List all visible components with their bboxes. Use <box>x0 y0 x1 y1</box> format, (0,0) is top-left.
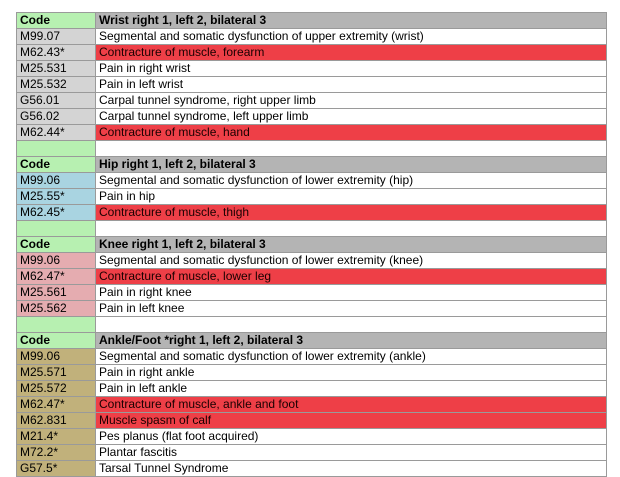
code-cell[interactable]: G56.02 <box>17 109 96 125</box>
code-cell[interactable]: M72.2* <box>17 445 96 461</box>
section-title[interactable]: Knee right 1, left 2, bilateral 3 <box>96 237 607 253</box>
code-cell[interactable]: M25.561 <box>17 285 96 301</box>
description-cell[interactable]: Carpal tunnel syndrome, right upper limb <box>96 93 607 109</box>
spacer-code-cell[interactable] <box>17 141 96 157</box>
wrist-header-row <box>17 13 607 29</box>
description-cell[interactable]: Segmental and somatic dysfunction of lower extremity (hip) <box>96 173 607 189</box>
description-cell[interactable]: Pain in left ankle <box>96 381 607 397</box>
table-row <box>17 125 607 141</box>
code-cell[interactable]: M99.06 <box>17 253 96 269</box>
table-row <box>17 429 607 445</box>
table-row <box>17 413 607 429</box>
table-row <box>17 445 607 461</box>
table-row <box>17 61 607 77</box>
description-cell[interactable]: Segmental and somatic dysfunction of lower extremity (knee) <box>96 253 607 269</box>
description-cell[interactable]: Tarsal Tunnel Syndrome <box>96 461 607 477</box>
code-column-header[interactable]: Code <box>17 333 96 349</box>
spacer-row <box>17 141 607 157</box>
code-cell[interactable]: M25.571 <box>17 365 96 381</box>
spacer-desc-cell[interactable] <box>96 221 607 237</box>
table-row <box>17 109 607 125</box>
table-row <box>17 365 607 381</box>
description-cell[interactable]: Segmental and somatic dysfunction of upper extremity (wrist) <box>96 29 607 45</box>
spacer-row <box>17 317 607 333</box>
section-title[interactable]: Ankle/Foot *right 1, left 2, bilateral 3 <box>96 333 607 349</box>
description-cell[interactable]: Pain in left knee <box>96 301 607 317</box>
description-cell[interactable]: Contracture of muscle, ankle and foot <box>96 397 607 413</box>
section-title[interactable]: Hip right 1, left 2, bilateral 3 <box>96 157 607 173</box>
description-cell[interactable]: Pain in hip <box>96 189 607 205</box>
table-row <box>17 45 607 61</box>
code-cell[interactable]: G57.5* <box>17 461 96 477</box>
table-row <box>17 285 607 301</box>
description-cell[interactable]: Contracture of muscle, forearm <box>96 45 607 61</box>
table-row <box>17 173 607 189</box>
description-cell[interactable]: Contracture of muscle, thigh <box>96 205 607 221</box>
description-cell[interactable]: Contracture of muscle, hand <box>96 125 607 141</box>
code-cell[interactable]: M25.562 <box>17 301 96 317</box>
spacer-code-cell[interactable] <box>17 221 96 237</box>
code-cell[interactable]: M25.55* <box>17 189 96 205</box>
table-row <box>17 461 607 477</box>
code-column-header[interactable]: Code <box>17 237 96 253</box>
table-row <box>17 189 607 205</box>
code-cell[interactable]: M25.532 <box>17 77 96 93</box>
description-cell[interactable]: Pain in right knee <box>96 285 607 301</box>
hip-header-row <box>17 157 607 173</box>
knee-header-row <box>17 237 607 253</box>
code-cell[interactable]: M62.45* <box>17 205 96 221</box>
table-row <box>17 77 607 93</box>
code-cell[interactable]: M99.06 <box>17 173 96 189</box>
description-cell[interactable]: Pes planus (flat foot acquired) <box>96 429 607 445</box>
description-cell[interactable]: Muscle spasm of calf <box>96 413 607 429</box>
code-cell[interactable]: M62.47* <box>17 269 96 285</box>
code-column-header[interactable]: Code <box>17 13 96 29</box>
table-row <box>17 397 607 413</box>
spacer-code-cell[interactable] <box>17 317 96 333</box>
spacer-desc-cell[interactable] <box>96 141 607 157</box>
table-row <box>17 253 607 269</box>
table-row <box>17 205 607 221</box>
code-cell[interactable]: M25.531 <box>17 61 96 77</box>
code-cell[interactable]: M21.4* <box>17 429 96 445</box>
code-cell[interactable]: G56.01 <box>17 93 96 109</box>
table-row <box>17 381 607 397</box>
icd-code-sheet <box>16 12 607 477</box>
spacer-desc-cell[interactable] <box>96 317 607 333</box>
sheet-body <box>17 13 607 477</box>
table-row <box>17 269 607 285</box>
table-row <box>17 29 607 45</box>
code-cell[interactable]: M62.43* <box>17 45 96 61</box>
code-cell[interactable]: M62.831 <box>17 413 96 429</box>
code-column-header[interactable]: Code <box>17 157 96 173</box>
section-title[interactable]: Wrist right 1, left 2, bilateral 3 <box>96 13 607 29</box>
table-row <box>17 349 607 365</box>
table-row <box>17 93 607 109</box>
description-cell[interactable]: Carpal tunnel syndrome, left upper limb <box>96 109 607 125</box>
code-cell[interactable]: M25.572 <box>17 381 96 397</box>
description-cell[interactable]: Segmental and somatic dysfunction of lower extremity (ankle) <box>96 349 607 365</box>
description-cell[interactable]: Plantar fascitis <box>96 445 607 461</box>
description-cell[interactable]: Pain in right wrist <box>96 61 607 77</box>
ankle-foot-header-row <box>17 333 607 349</box>
code-cell[interactable]: M62.47* <box>17 397 96 413</box>
code-cell[interactable]: M99.07 <box>17 29 96 45</box>
spacer-row <box>17 221 607 237</box>
code-cell[interactable]: M99.06 <box>17 349 96 365</box>
description-cell[interactable]: Pain in left wrist <box>96 77 607 93</box>
code-cell[interactable]: M62.44* <box>17 125 96 141</box>
description-cell[interactable]: Contracture of muscle, lower leg <box>96 269 607 285</box>
table-row <box>17 301 607 317</box>
description-cell[interactable]: Pain in right ankle <box>96 365 607 381</box>
